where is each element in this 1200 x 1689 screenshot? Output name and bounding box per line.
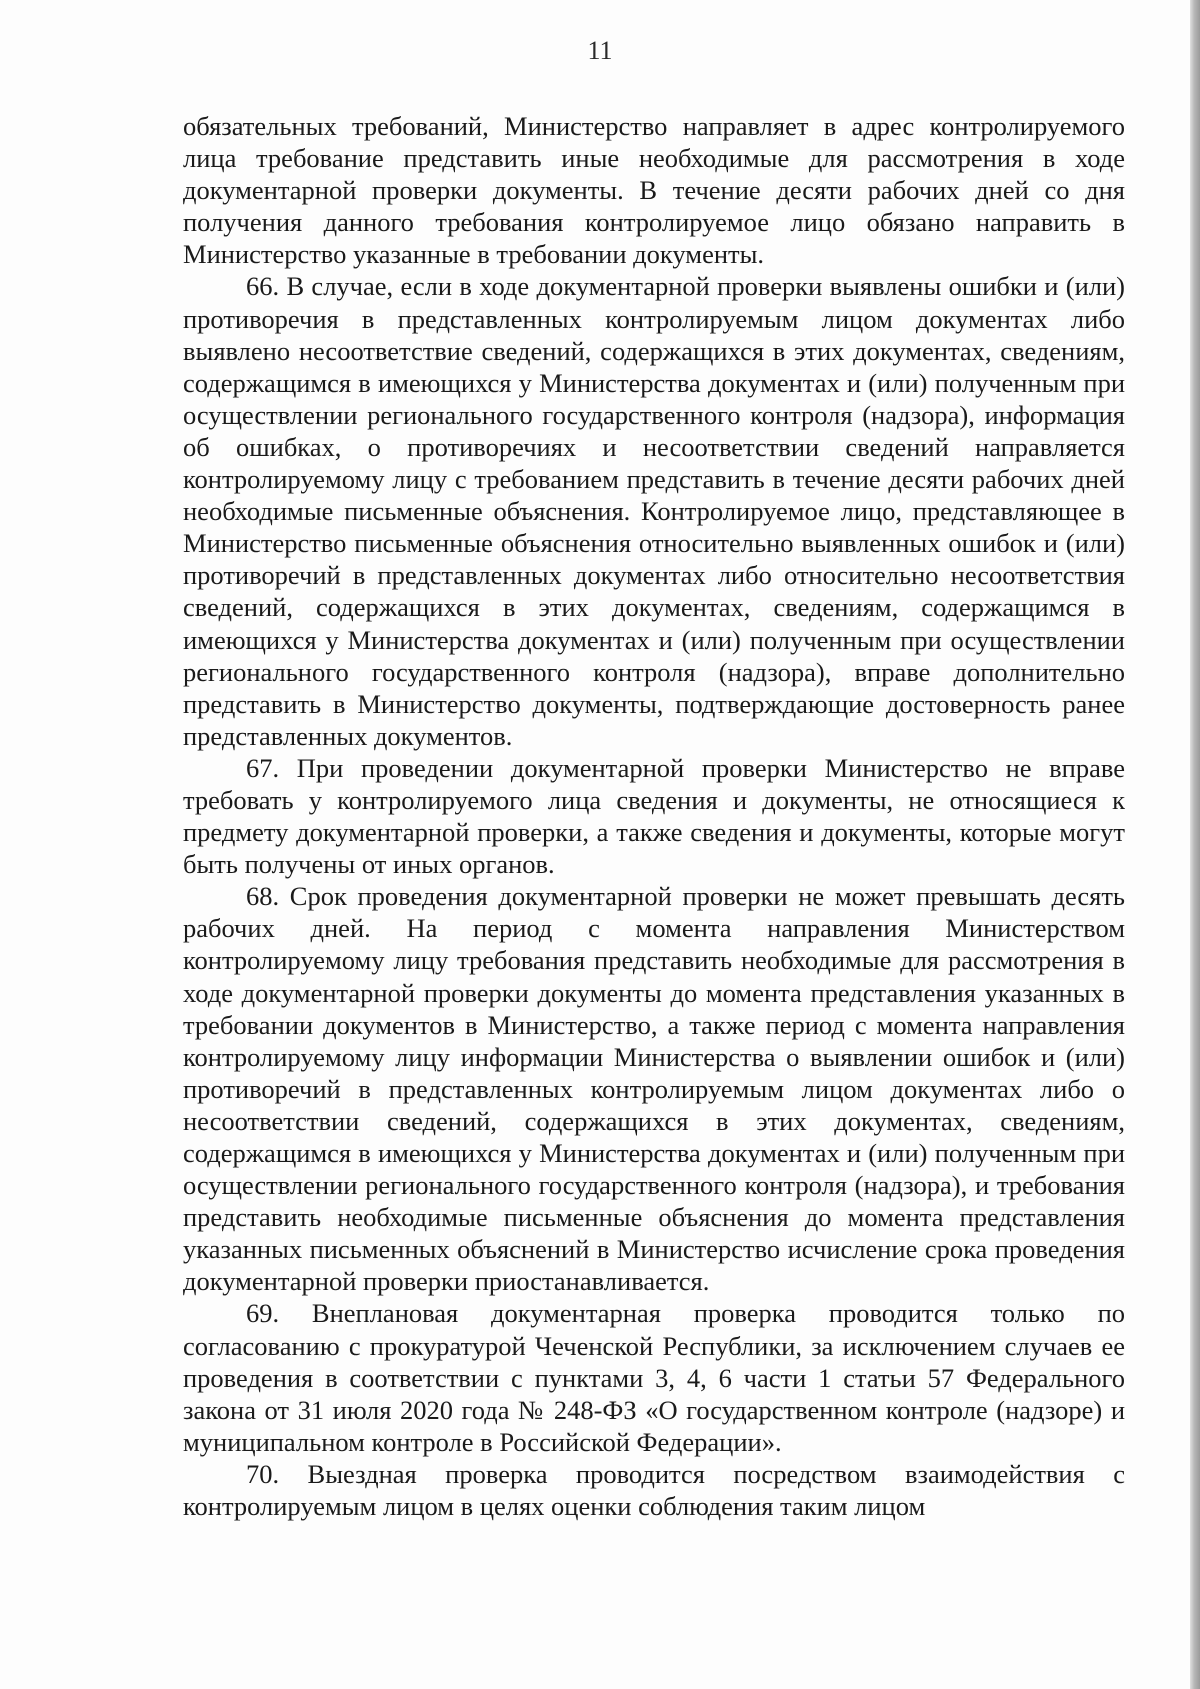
paragraph-continuation: обязательных требований, Министерство направляет в адрес контролируемого лица требование представить иные необходимые для рассмотрения в ходе документарной проверки документы. В течение десяти рабочих дней со дня получения данного требования контролируемое лицо обязано направить в Министерство указанные в требовании документы. <box>183 111 1125 270</box>
paragraph-69: 69. Внеплановая документарная проверка проводится только по согласованию с прокуратурой Чеченской Республики, за исключением случаев ее проведения в соответствии с пунктами 3, 4, 6 части 1 статьи 57 Федерального закона от 31 июля 2020 года № 248-ФЗ «О государственном контроле (надзоре) и муниципальном контроле в Российской Федерации». <box>183 1298 1125 1457</box>
scan-edge-shadow <box>1190 0 1200 1689</box>
paragraph-66: 66. В случае, если в ходе документарной проверки выявлены ошибки и (или) противоречия в представленных контролируемым лицом документах либо выявлено несоответствие сведений, содержащихся в этих документах, сведениям, содержащимся в имеющихся у Министерства документах и (или) полученным при осуществлении регионального государственного контроля (надзора), информация об ошибках, о противоречиях и несоответствии сведений направляется контролируемому лицу с требованием представить в течение десяти рабочих дней необходимые письменные объяснения. Контролируемое лицо, представляющее в Министерство письменные объяснения относительно выявленных ошибок и (или) противоречий в представленных документах либо относительно несоответствия сведений, содержащихся в этих документах, сведениям, содержащимся в имеющихся у Министерства документах и (или) полученным при осуществлении регионального государственного контроля (надзора), вправе дополнительно представить в Министерство документы, подтверждающие достоверность ранее представленных документов. <box>183 271 1125 751</box>
page-number: 11 <box>587 36 613 65</box>
paragraph-67: 67. При проведении документарной проверки Министерство не вправе требовать у контролируемого лица сведения и документы, не относящиеся к предмету документарной проверки, а также сведения и документы, которые могут быть получены от иных органов. <box>183 752 1125 880</box>
paragraph-70: 70. Выездная проверка проводится посредством взаимодействия с контролируемым лицом в целях оценки соблюдения таким лицом <box>183 1458 1125 1522</box>
paragraph-68: 68. Срок проведения документарной проверки не может превышать десять рабочих дней. На период с момента направления Министерством контролируемому лицу требования представить необходимые для рассмотрения в ходе документарной проверки документы до момента представления указанных в требовании документов в Министерство, а также период с момента направления контролируемому лицу информации Министерства о выявлении ошибок и (или) противоречий в представленных контролируемым лицом документах либо о несоответствии сведений, содержащихся в этих документах, сведениям, содержащимся в имеющихся у Министерства документах и (или) полученным при осуществлении регионального государственного контроля (надзора), и требования представить необходимые письменные объяснения до момента представления указанных письменных объяснений в Министерство исчисление срока проведения документарной проверки приостанавливается. <box>183 881 1125 1297</box>
body-text <box>183 110 1125 1522</box>
